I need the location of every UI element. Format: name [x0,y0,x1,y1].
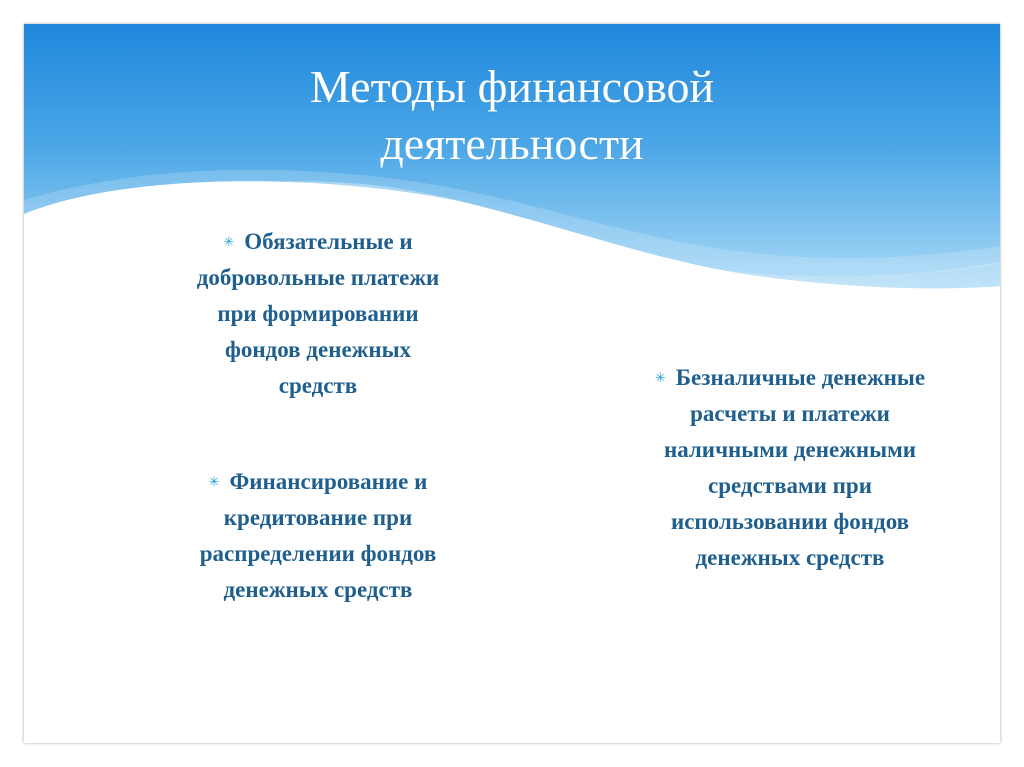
bullet-line: наличными денежными [663,437,917,462]
bullet-line: денежных средств [695,545,885,570]
bullet-cashless-settlements [590,360,990,576]
bullet-line [150,464,486,500]
slide-title [24,58,1000,172]
bullet-line: расчеты и платежи [690,401,890,426]
bullet-line: фондов денежных [224,337,412,362]
asterisk-bullet-icon: ✳ [208,474,220,489]
bullet-line: добровольные платежи [196,265,440,290]
title-line: Методы финансовой [309,61,715,112]
bullet-line [590,360,990,396]
title-line: деятельности [380,118,644,169]
bullet-text: Обязательные и [244,229,413,254]
bullet-line: денежных средств [223,577,413,602]
slide [24,24,1000,743]
asterisk-bullet-icon: ✳ [654,370,666,385]
bullet-text: Безналичные денежные [675,365,926,390]
asterisk-bullet-icon: ✳ [223,234,235,249]
bullet-line: использовании фондов [670,509,910,534]
bullet-financing-crediting [150,464,486,608]
bullet-mandatory-payments [150,224,486,404]
bullet-line: распределении фондов [199,541,437,566]
bullet-line: средств [278,373,358,398]
bullet-text: Финансирование и [229,469,428,494]
bullet-line [150,224,486,260]
bullet-line: кредитование при [223,505,413,530]
bullet-line: при формировании [217,301,419,326]
bullet-line: средствами при [708,473,872,498]
